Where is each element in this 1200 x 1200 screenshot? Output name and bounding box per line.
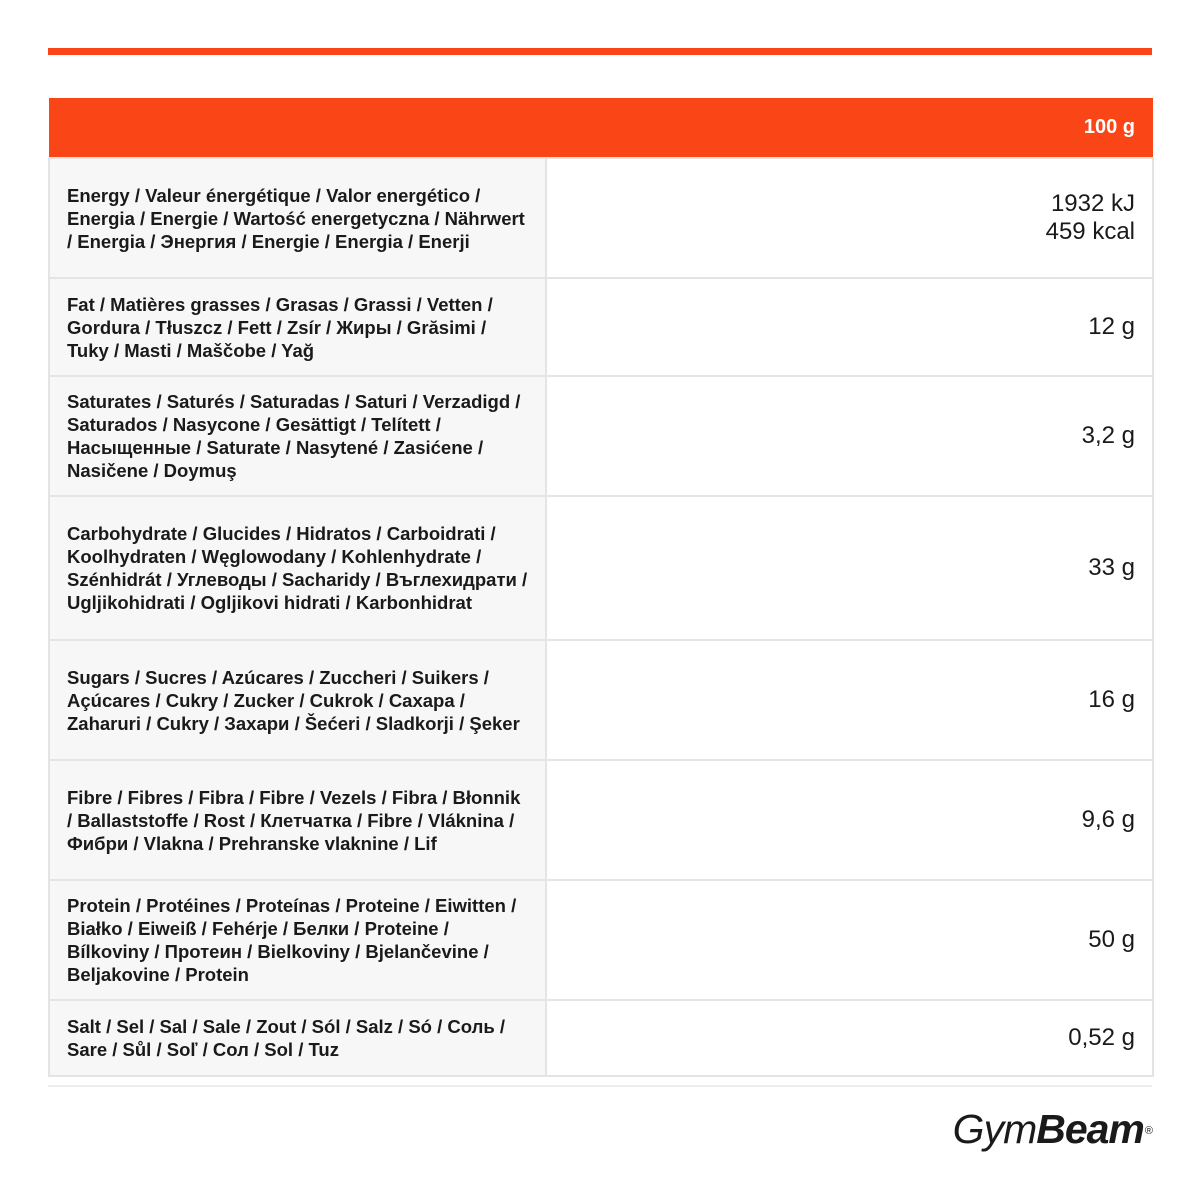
- nutrient-label: Saturates / Saturés / Saturadas / Saturi / Verzadigd / Saturados / Nasycone / Gesättigt / Telített / Насыщенные / Saturate / Nasytené / Zasićene / Nasičene / Doymuş: [49, 376, 546, 496]
- nutrient-value: [546, 496, 1153, 640]
- nutrient-value: [546, 760, 1153, 880]
- table-row-salt: [49, 1000, 1153, 1076]
- table-row-fibre: [49, 760, 1153, 880]
- table-header-row: [49, 98, 1153, 158]
- table-row-energy: [49, 158, 1153, 278]
- nutrient-label: Fibre / Fibres / Fibra / Fibre / Vezels / Fibra / Błonnik / Ballaststoffe / Rost / Клетчатка / Fibre / Vláknina / Фибри / Vlakna / Prehranske vlaknine / Lif: [49, 760, 546, 880]
- nutrient-value: [546, 880, 1153, 1000]
- table-row-protein: [49, 880, 1153, 1000]
- nutrient-label: Protein / Protéines / Proteínas / Proteine / Eiwitten / Białko / Eiweiß / Fehérje / Белки / Proteine / Bílkoviny / Протеин / Bielkoviny / Bjelančevine / Beljakovine / Protein: [49, 880, 546, 1000]
- nutrient-label: Sugars / Sucres / Azúcares / Zuccheri / Suikers / Açúcares / Cukry / Zucker / Cukrok / Caxapa / Zaharuri / Cukry / Захари / Šećeri / Sladkorji / Şeker: [49, 640, 546, 760]
- top-accent-bar: [48, 48, 1152, 55]
- nutrient-value: [546, 278, 1153, 376]
- registered-trademark-mark: ®: [1144, 1125, 1152, 1137]
- nutrient-label: Energy / Valeur énergétique / Valor energético / Energia / Energie / Wartość energetyczna / Nährwert / Energia / Энергия / Energie / Energia / Enerji: [49, 158, 546, 278]
- gymbeam-logo: [953, 1106, 1152, 1152]
- nutrient-value: [546, 640, 1153, 760]
- fat-value: 12 g: [1088, 313, 1135, 340]
- carbohydrate-value: 33 g: [1088, 554, 1135, 581]
- nutrient-value: [546, 1000, 1153, 1076]
- saturates-value: 3,2 g: [1081, 422, 1135, 449]
- salt-value: 0,52 g: [1068, 1024, 1135, 1051]
- table-row-sugars: [49, 640, 1153, 760]
- nutrient-label: Fat / Matières grasses / Grasas / Grassi / Vetten / Gordura / Tłuszcz / Fett / Zsír / Жиры / Grăsimi / Tuky / Masti / Maščobe / Yağ: [49, 278, 546, 376]
- nutrition-table: [48, 98, 1154, 1077]
- sugars-value: 16 g: [1088, 686, 1135, 713]
- nutrient-label: Carbohydrate / Glucides / Hidratos / Carboidrati / Koolhydraten / Węglowodany / Kohlenhydrate / Szénhidrát / Углеводы / Sacharidy / Въглехидрати / Ugljikohidrati / Ogljikovi hidrati / Karbonhidrat: [49, 496, 546, 640]
- table-row-carbohydrate: [49, 496, 1153, 640]
- header-amount: 100 g: [1083, 116, 1135, 138]
- fibre-value: 9,6 g: [1081, 806, 1135, 833]
- table-row-fat: [49, 278, 1153, 376]
- nutrient-value: [546, 158, 1153, 278]
- energy-kcal-value: 459 kcal: [1045, 218, 1135, 245]
- table-row-saturates: [49, 376, 1153, 496]
- protein-value: 50 g: [1088, 926, 1135, 953]
- nutrient-value: [546, 376, 1153, 496]
- logo-text-beam: Beam: [1036, 1106, 1144, 1152]
- header-label-cell: [49, 98, 546, 158]
- nutrient-label: Salt / Sel / Sal / Sale / Zout / Sól / Salz / Só / Соль / Sare / Sůl / Soľ / Сол / Sol / Tuz: [49, 1000, 546, 1076]
- energy-kj-value: 1932 kJ: [1050, 190, 1135, 217]
- bottom-divider: [48, 1085, 1152, 1087]
- logo-text-gym: Gym: [952, 1106, 1037, 1152]
